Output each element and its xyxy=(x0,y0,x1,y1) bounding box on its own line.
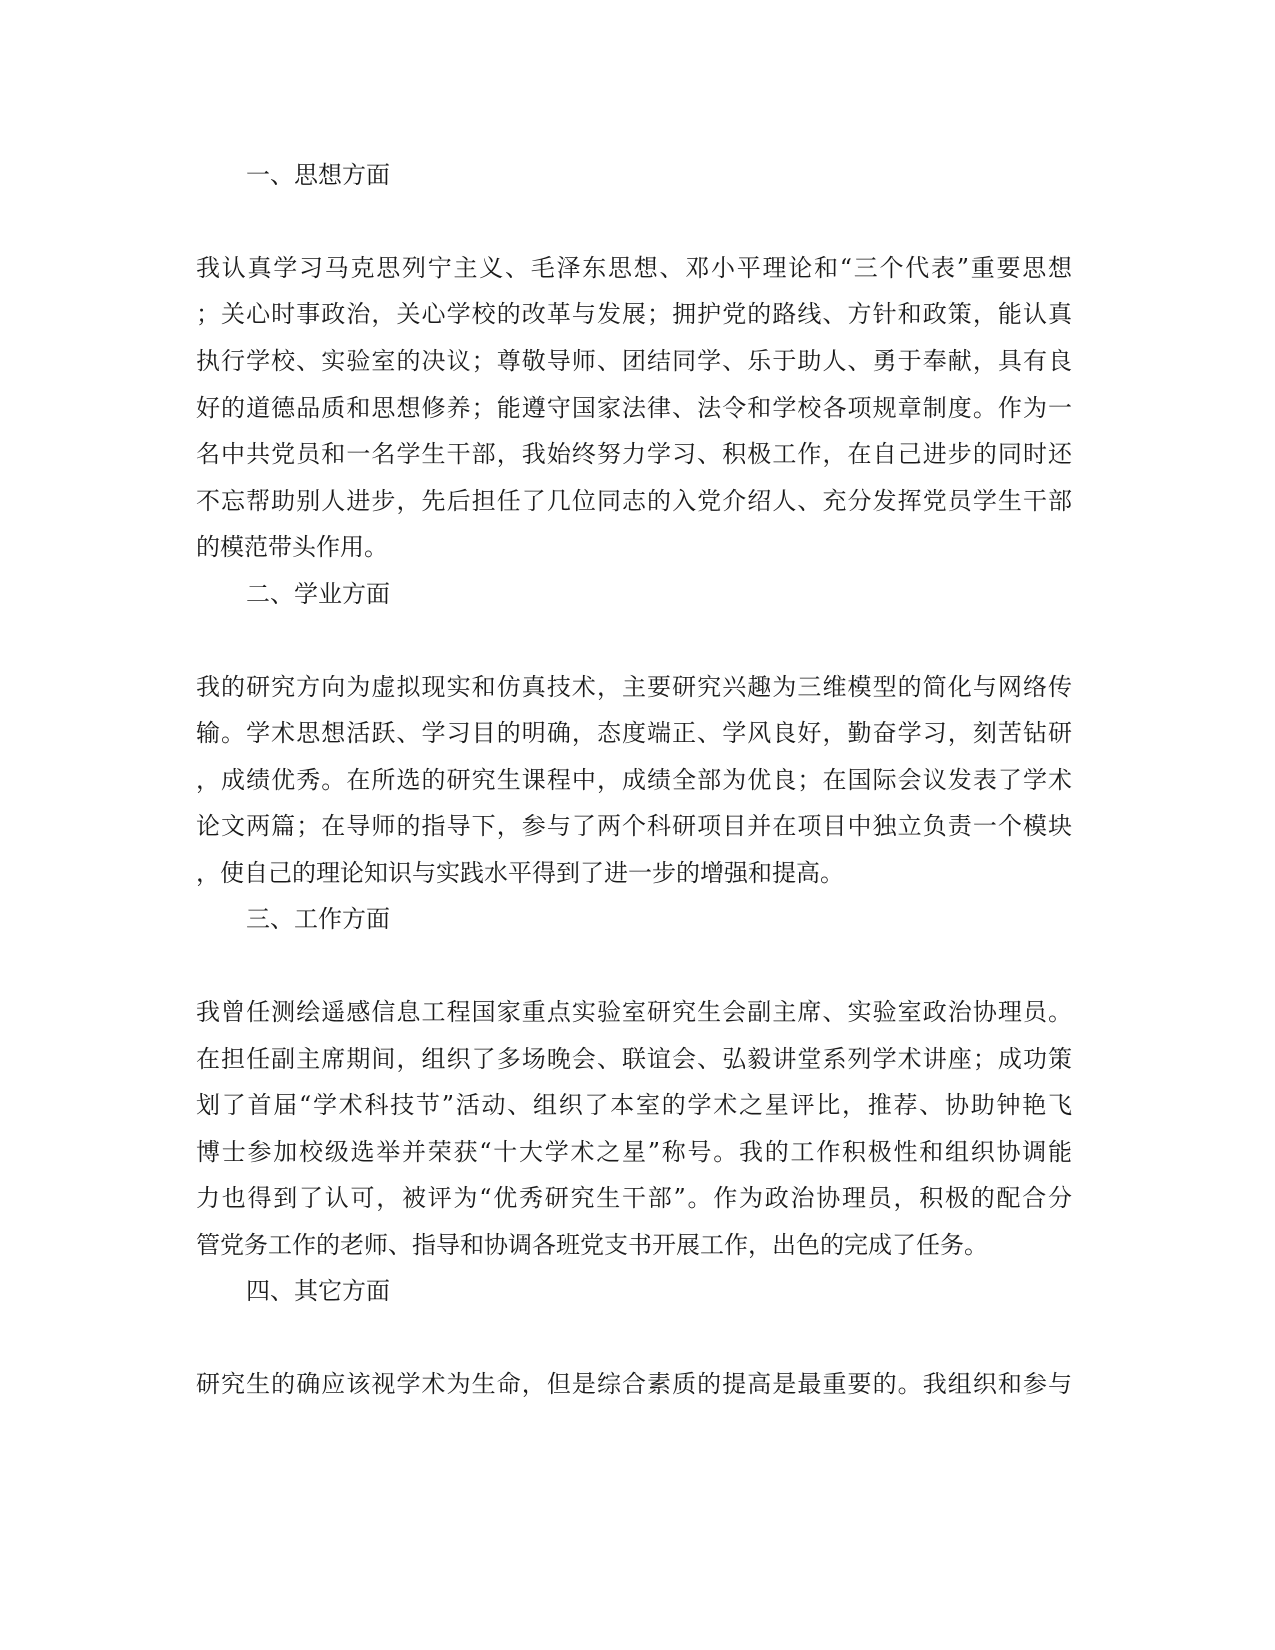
paragraph-line: ，使自己的理论知识与实践水平得到了进一步的增强和提高。 xyxy=(196,859,844,887)
paragraph-line: 不忘帮助别人进步，先后担任了几位同志的入党介绍人、充分发挥党员学生干部 xyxy=(196,487,1072,515)
paragraph-line: 管党务工作的老师、指导和协调各班党支书开展工作，出色的完成了任务。 xyxy=(196,1231,988,1259)
paragraph-line: 的模范带头作用。 xyxy=(196,533,388,561)
paragraph-line: 我认真学习马克思列宁主义、毛泽东思想、邓小平理论和“三个代表”重要思想 xyxy=(196,254,1072,282)
section-heading-thought: 一、思想方面 xyxy=(246,161,390,189)
paragraph-line: 力也得到了认可，被评为“优秀研究生干部”。作为政治协理员，积极的配合分 xyxy=(196,1184,1072,1212)
paragraph-line: 在担任副主席期间，组织了多场晚会、联谊会、弘毅讲堂系列学术讲座；成功策 xyxy=(196,1045,1072,1073)
paragraph-line: 博士参加校级选举并荣获“十大学术之星”称号。我的工作积极性和组织协调能 xyxy=(196,1138,1072,1166)
paragraph-line: 研究生的确应该视学术为生命，但是综合素质的提高是最重要的。我组织和参与 xyxy=(196,1370,1072,1398)
section-heading-academic: 二、学业方面 xyxy=(246,580,390,608)
paragraph-line: 名中共党员和一名学生干部，我始终努力学习、积极工作，在自己进步的同时还 xyxy=(196,440,1072,468)
paragraph-line: ，成绩优秀。在所选的研究生课程中，成绩全部为优良；在国际会议发表了学术 xyxy=(196,766,1072,794)
paragraph-line: 划了首届“学术科技节”活动、组织了本室的学术之星评比，推荐、协助钟艳飞 xyxy=(196,1091,1072,1119)
paragraph-line: 执行学校、实验室的决议；尊敬导师、团结同学、乐于助人、勇于奉献，具有良 xyxy=(196,347,1072,375)
paragraph-line: ；关心时事政治，关心学校的改革与发展；拥护党的路线、方针和政策，能认真 xyxy=(196,300,1072,328)
paragraph-line: 我的研究方向为虚拟现实和仿真技术，主要研究兴趣为三维模型的简化与网络传 xyxy=(196,673,1072,701)
paragraph-line: 输。学术思想活跃、学习目的明确，态度端正、学风良好，勤奋学习，刻苦钻研 xyxy=(196,719,1072,747)
paragraph-line: 我曾任测绘遥感信息工程国家重点实验室研究生会副主席、实验室政治协理员。 xyxy=(196,998,1072,1026)
section-heading-work: 三、工作方面 xyxy=(246,905,390,933)
section-heading-other: 四、其它方面 xyxy=(246,1277,390,1305)
paragraph-line: 好的道德品质和思想修养；能遵守国家法律、法令和学校各项规章制度。作为一 xyxy=(196,394,1072,422)
paragraph-line: 论文两篇；在导师的指导下，参与了两个科研项目并在项目中独立负责一个模块 xyxy=(196,812,1072,840)
